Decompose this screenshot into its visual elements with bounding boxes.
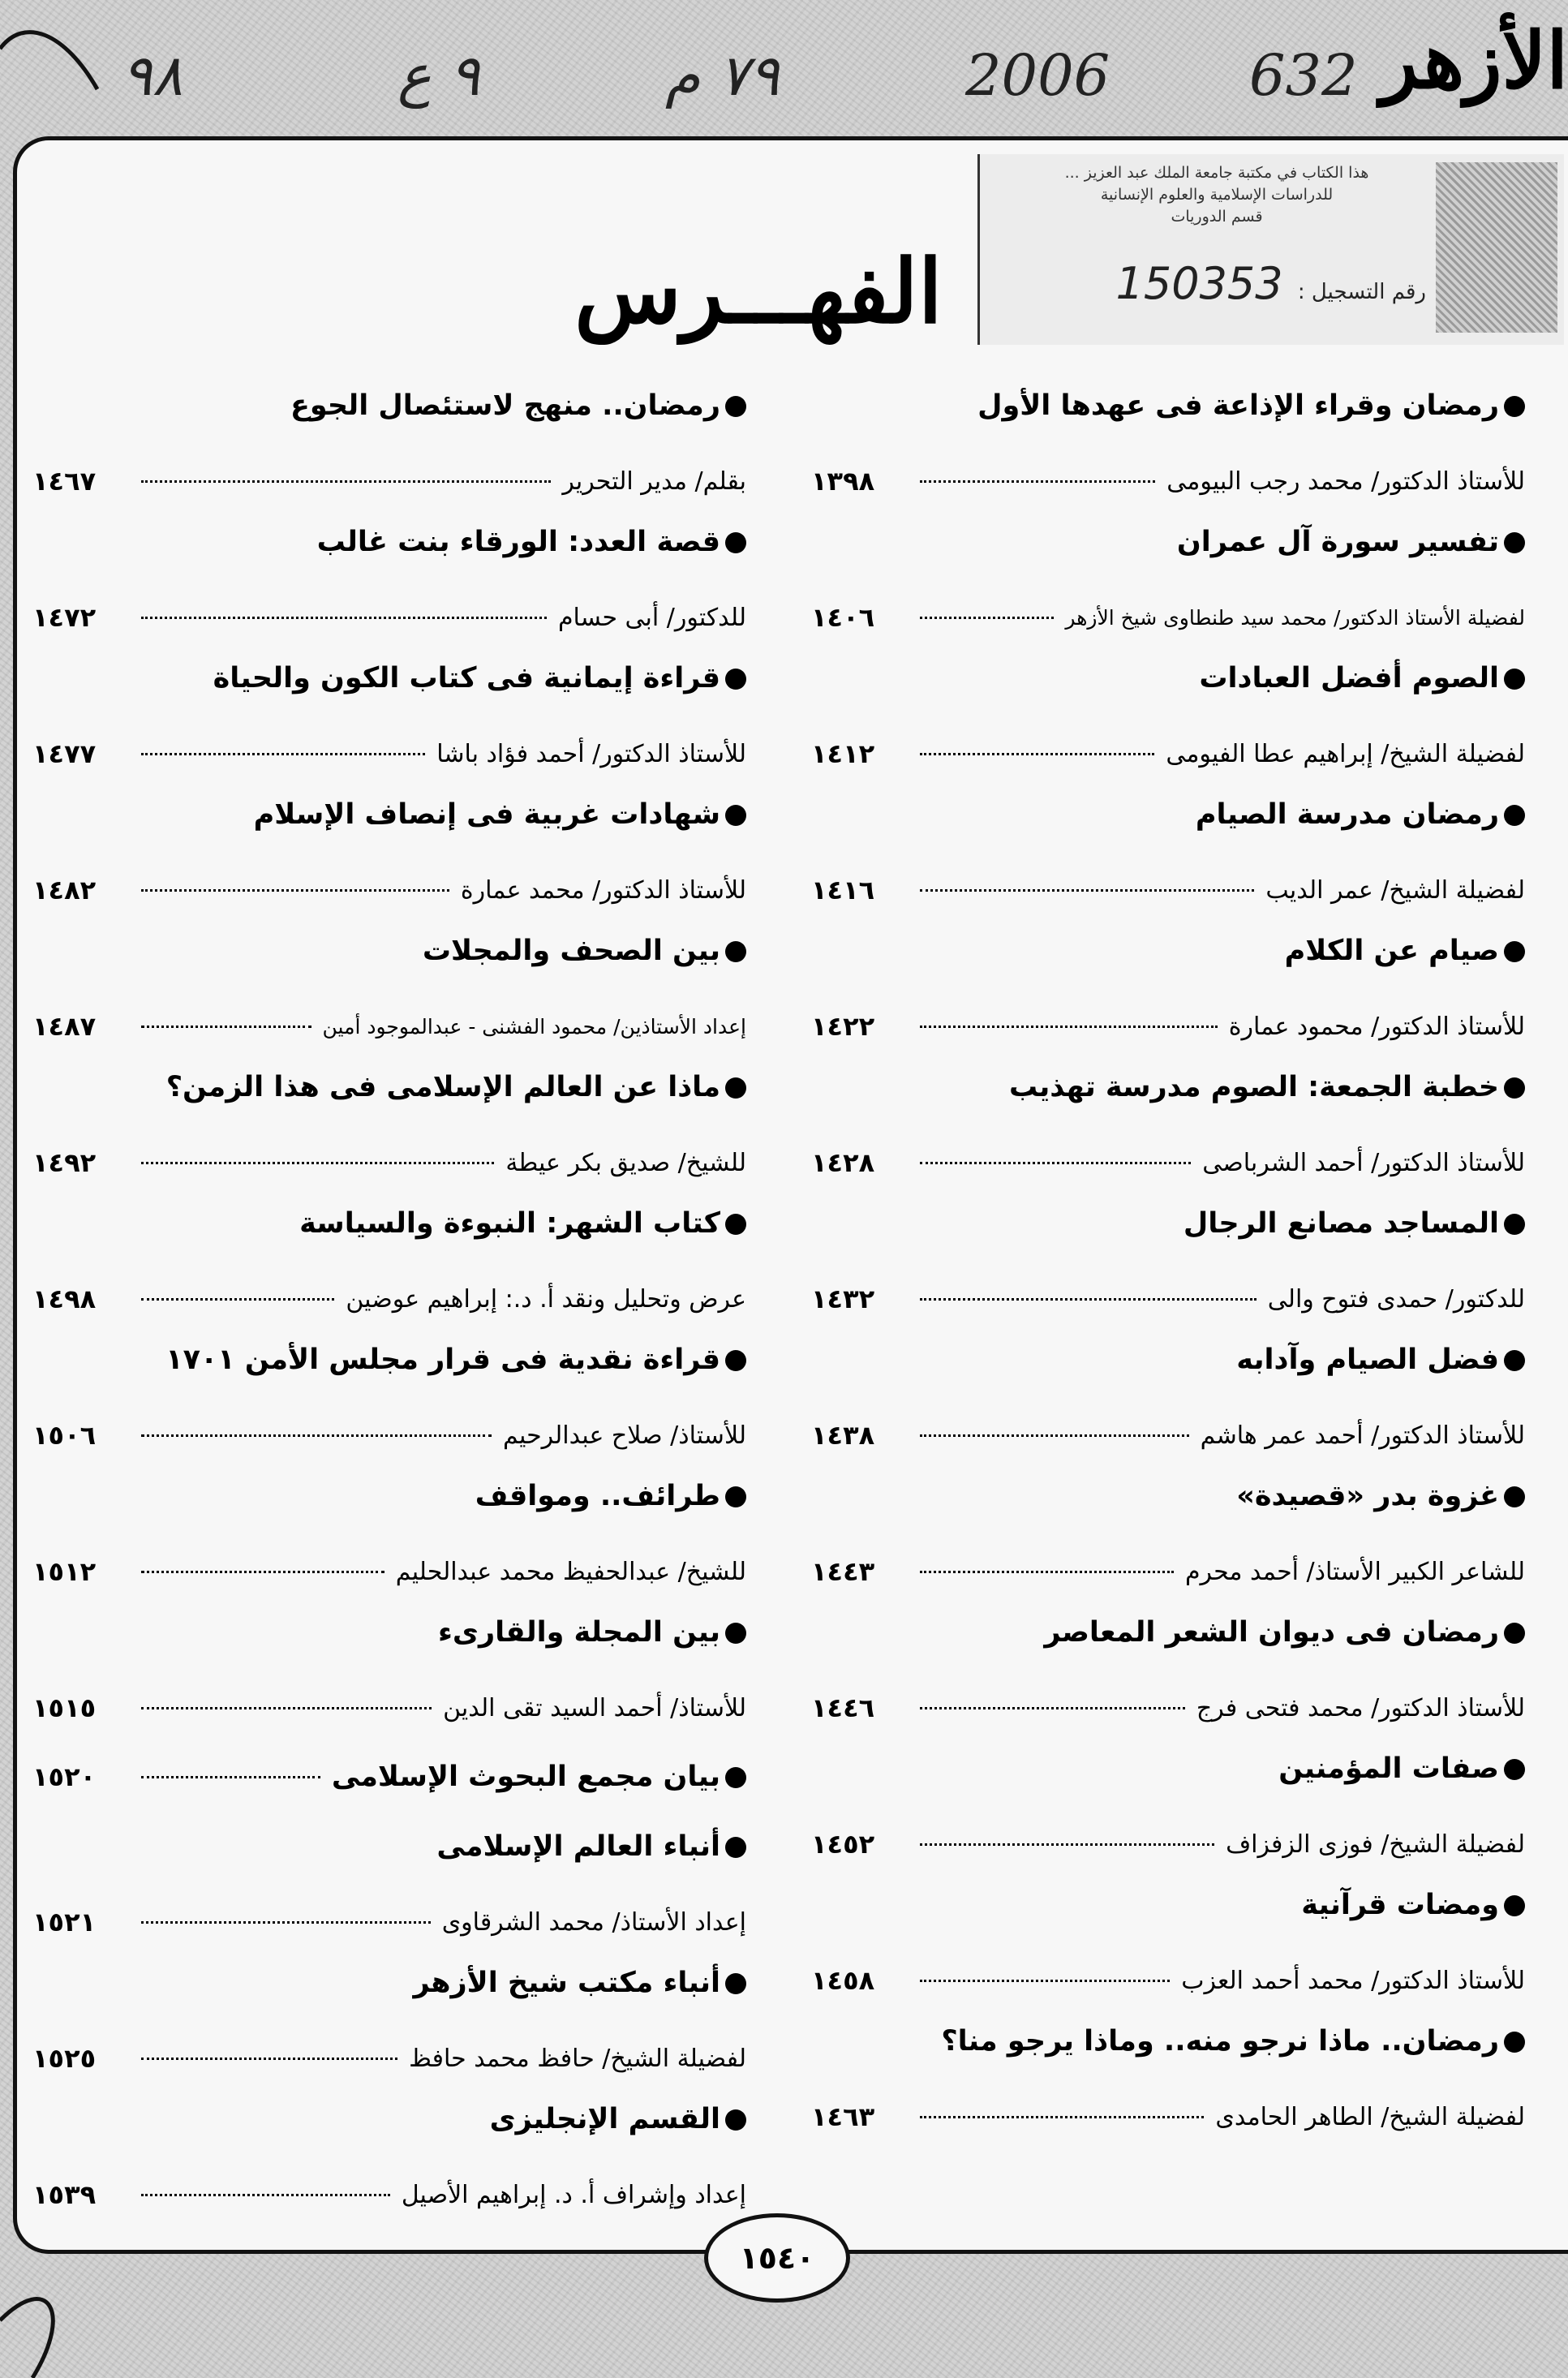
- toc-entry-title-text: رمضان.. ماذا نرجو منه.. وماذا يرجو منا؟: [941, 2025, 1499, 2058]
- handwritten-note: 2006: [965, 42, 1110, 109]
- leader-dots: [141, 1776, 320, 1778]
- toc-entry[interactable]: [811, 518, 1525, 654]
- toc-entry[interactable]: [32, 1744, 746, 1822]
- toc-entry[interactable]: [811, 1744, 1525, 1881]
- toc-entry[interactable]: [811, 2017, 1525, 2153]
- toc-entry-author: للأستاذ الدكتور/ محمد فتحى فرج: [1196, 1693, 1525, 1722]
- toc-entry[interactable]: [32, 1822, 746, 1959]
- toc-entry[interactable]: [811, 1881, 1525, 2017]
- toc-entry-title: [941, 2025, 1525, 2058]
- toc-entry-author: للأستاذ/ أحمد السيد تقى الدين: [443, 1693, 746, 1722]
- bullet-icon: [725, 1077, 746, 1099]
- toc-page-number: ١٤٧٧: [32, 738, 97, 769]
- bullet-icon: [1504, 941, 1525, 962]
- toc-entry-title: [165, 1344, 746, 1376]
- stamp-text: [998, 162, 1436, 228]
- bullet-icon: [725, 396, 746, 417]
- toc-entry[interactable]: [32, 927, 746, 1063]
- toc-page-number: ١٥٢٠: [32, 1761, 97, 1792]
- toc-entry-author: للأستاذ الدكتور/ أحمد الشرباصى: [1202, 1148, 1525, 1177]
- toc-entry-title: [423, 935, 746, 967]
- toc-entry-title-text: أنباء العالم الإسلامى: [436, 1830, 720, 1863]
- toc-entry-author: لفضيلة الشيخ/ فوزى الزفزاف: [1226, 1830, 1525, 1859]
- bullet-icon: [1504, 1623, 1525, 1644]
- handwritten-note: ٩٨: [122, 42, 183, 109]
- stamp-line: هذا الكتاب في مكتبة جامعة الملك عبد العزيز ...: [1064, 164, 1369, 182]
- toc-entry-author: إعداد الأستاذين/ محمود الفشنى - عبدالموجود أمين: [322, 1014, 746, 1038]
- toc-entry-title: [977, 389, 1525, 422]
- toc-entry-title-text: صيام عن الكلام: [1284, 935, 1499, 967]
- stamp-number-label: رقم التسجيل :: [1297, 280, 1426, 304]
- toc-entry-title-text: رمضان وقراء الإذاعة فى عهدها الأول: [977, 389, 1499, 422]
- toc-entry-byline-row: [811, 868, 1525, 912]
- toc-entry-byline-row: [32, 732, 746, 776]
- leader-dots: [920, 1026, 1218, 1028]
- leader-dots: [141, 753, 425, 755]
- toc-entry-byline-row: [32, 459, 746, 503]
- leader-dots: [920, 1843, 1214, 1846]
- toc-entry-title-text: المساجد مصانع الرجال: [1183, 1207, 1499, 1240]
- toc-entry[interactable]: [811, 381, 1525, 518]
- toc-entry-title-text: بيان مجمع البحوث الإسلامى: [331, 1761, 720, 1793]
- toc-entry-title: [1177, 526, 1525, 558]
- bullet-icon: [725, 1837, 746, 1858]
- bullet-icon: [725, 805, 746, 826]
- toc-entry-title-text: صفات المؤمنين: [1278, 1752, 1499, 1785]
- bullet-icon: [1504, 805, 1525, 826]
- toc-entry-title-text: قراءة إيمانية فى كتاب الكون والحياة: [213, 662, 720, 694]
- toc-entry[interactable]: [32, 1472, 746, 1608]
- bullet-icon: [725, 1214, 746, 1235]
- toc-entry-title: [1278, 1752, 1525, 1785]
- toc-entry-author: للدكتور/ حمدى فتوح والى: [1267, 1284, 1525, 1314]
- leader-dots: [141, 617, 547, 619]
- toc-entry-author: إعداد الأستاذ/ محمد الشرقاوى: [441, 1907, 746, 1937]
- handwritten-note: ٩ ع: [397, 42, 480, 109]
- toc-entry-row: [32, 1754, 746, 1800]
- toc-entry-title: [254, 798, 746, 831]
- bullet-icon: [1504, 1214, 1525, 1235]
- toc-page-number: ١٤٣٢: [811, 1284, 875, 1314]
- toc-entry-title: [475, 1480, 746, 1512]
- leader-dots: [141, 1434, 492, 1437]
- toc-entry-author: عرض وتحليل ونقد أ. د.: إبراهيم عوضين: [346, 1284, 746, 1314]
- toc-entry-byline-row: [811, 1959, 1525, 2002]
- toc-entry-title-text: شهادات غربية فى إنصاف الإسلام: [253, 798, 720, 831]
- toc-page-number: ١٤٩٨: [32, 1284, 97, 1314]
- toc-entry-title: [413, 1967, 746, 1999]
- toc-entry-title: [1199, 662, 1525, 694]
- toc-entry-author: إعداد وإشراف أ. د. إبراهيم الأصيل: [401, 2180, 746, 2209]
- toc-entry-title: [438, 1616, 746, 1649]
- bullet-icon: [1504, 1350, 1525, 1371]
- toc-entry-author: للأستاذ الدكتور/ محمد أحمد العزب: [1181, 1966, 1525, 1995]
- toc-entry-author: لفضيلة الشيخ/ إبراهيم عطا الفيومى: [1166, 739, 1525, 768]
- toc-page-number: ١٤٢٨: [811, 1147, 875, 1178]
- toc-page-number: ١٤٧٢: [32, 602, 97, 633]
- toc-entry-byline-row: [32, 1277, 746, 1321]
- toc-page-number: ١٤٢٢: [811, 1011, 875, 1042]
- bullet-icon: [1504, 2032, 1525, 2053]
- toc-page-number: ١٤٠٦: [811, 602, 875, 633]
- leader-dots: [920, 753, 1154, 755]
- toc-entry-author: للأستاذ الدكتور/ محمد عمارة: [460, 875, 746, 905]
- toc-entry-byline-row: [811, 732, 1525, 776]
- toc-page-number: ١٤٩٢: [32, 1147, 97, 1178]
- toc-entry[interactable]: [32, 790, 746, 927]
- handwritten-note: 632: [1249, 42, 1358, 109]
- toc-entry[interactable]: [32, 654, 746, 790]
- toc-entry-byline-row: [811, 459, 1525, 503]
- toc-entry[interactable]: [811, 1608, 1525, 1744]
- stamp-number-value: 150353: [1115, 258, 1283, 309]
- toc-page-number: ١٤٨٧: [32, 1011, 97, 1042]
- stamp-line: قسم الدوريات: [1171, 208, 1263, 226]
- bullet-icon: [725, 532, 746, 553]
- toc-entry[interactable]: [811, 927, 1525, 1063]
- toc-entry-title-text: فضل الصيام وآدابه: [1236, 1344, 1499, 1376]
- toc-page-number: ١٥٠٦: [32, 1420, 97, 1451]
- leader-dots: [920, 1298, 1257, 1301]
- toc-entry[interactable]: [32, 1335, 746, 1472]
- toc-entry-byline-row: [32, 1550, 746, 1593]
- toc-entry[interactable]: [32, 1063, 746, 1199]
- toc-entry-title-text: رمضان فى ديوان الشعر المعاصر: [1044, 1616, 1499, 1649]
- toc-entry-title: [490, 2103, 746, 2135]
- toc-entry[interactable]: [32, 1608, 746, 1744]
- toc-entry-title: [436, 1830, 746, 1863]
- toc-entry-title: [290, 389, 746, 422]
- toc-entry-title-text: ومضات قرآنية: [1301, 1889, 1499, 1921]
- stamp-registration: [1004, 258, 1426, 309]
- toc-page-number: ١٥٢٥: [32, 2043, 97, 2074]
- leader-dots: [141, 480, 551, 483]
- toc-entry-author: للشيخ/ صديق بكر عيطة: [505, 1148, 746, 1177]
- toc-entry-title-text: ماذا عن العالم الإسلامى فى هذا الزمن؟: [165, 1071, 720, 1103]
- toc-page-number: ١٣٩٨: [811, 466, 875, 497]
- bullet-icon: [725, 1350, 746, 1371]
- toc-entry[interactable]: [32, 518, 746, 654]
- toc-page-number: ١٤٤٣: [811, 1556, 875, 1587]
- toc-entry-byline-row: [811, 1686, 1525, 1730]
- leader-dots: [920, 1980, 1170, 1982]
- magazine-logo: الأزهر: [1380, 15, 1568, 106]
- toc-entry-title: [1236, 1480, 1525, 1512]
- toc-entry[interactable]: [811, 1335, 1525, 1472]
- toc-entry[interactable]: [811, 790, 1525, 927]
- toc-entry-author: للأستاذ الدكتور/ أحمد فؤاد باشا: [436, 739, 746, 768]
- leader-dots: [920, 1434, 1189, 1437]
- toc-entry-byline-row: [32, 596, 746, 639]
- bullet-icon: [725, 1486, 746, 1507]
- toc-entry-byline-row: [32, 2173, 746, 2217]
- toc-entry-author: للأستاذ/ صلاح عبدالرحيم: [503, 1421, 746, 1450]
- toc-entry-title-text: بين الصحف والمجلات: [422, 935, 720, 967]
- toc-entry-byline-row: [811, 1141, 1525, 1185]
- toc-entry-title-text: خطبة الجمعة: الصوم مدرسة تهذيب: [1009, 1071, 1499, 1103]
- toc-entry-author: للدكتور/ أبى حسام: [557, 603, 746, 632]
- toc-entry-byline-row: [811, 1413, 1525, 1457]
- leader-dots: [920, 889, 1254, 892]
- toc-entry-byline-row: [32, 1413, 746, 1457]
- toc-entry-title-text: قصة العدد: الورقاء بنت غالب: [316, 526, 720, 558]
- toc-entry-byline-row: [32, 2036, 746, 2080]
- toc-entry-title-text: طرائف.. ومواقف: [475, 1480, 720, 1512]
- leader-dots: [920, 1571, 1174, 1573]
- toc-entry-title: [1285, 935, 1525, 967]
- toc-entry-author: لفضيلة الشيخ/ حافظ محمد حافظ: [409, 2044, 746, 2073]
- leader-dots: [141, 1707, 432, 1709]
- toc-right-column: [811, 381, 1525, 2153]
- toc-entry[interactable]: [811, 654, 1525, 790]
- handwritten-note: ٧٩ م: [665, 42, 780, 109]
- page-title: الفهـــرس: [574, 241, 943, 343]
- leader-dots: [920, 1162, 1191, 1164]
- toc-entry-title: [332, 1761, 746, 1793]
- bullet-icon: [725, 1623, 746, 1644]
- bullet-icon: [725, 941, 746, 962]
- toc-page-number: ١٥١٥: [32, 1692, 97, 1723]
- toc-entry-byline-row: [811, 1550, 1525, 1593]
- toc-entry-title: [317, 526, 746, 558]
- bullet-icon: [1504, 1486, 1525, 1507]
- toc-entry[interactable]: [32, 1959, 746, 2095]
- toc-entry-byline-row: [32, 1004, 746, 1048]
- toc-page-number: ١٤٦٣: [811, 2101, 875, 2132]
- toc-page-number: ١٤٨٢: [32, 875, 97, 905]
- toc-entry-title-text: رمضان مدرسة الصيام: [1195, 798, 1499, 831]
- toc-entry[interactable]: [32, 1199, 746, 1335]
- toc-entry-title-text: الصوم أفضل العبادات: [1199, 662, 1499, 694]
- leader-dots: [141, 1026, 311, 1028]
- bullet-icon: [725, 669, 746, 690]
- bullet-icon: [725, 2109, 746, 2131]
- toc-entry-author: بقلم/ مدير التحرير: [562, 467, 746, 496]
- toc-entry-byline-row: [32, 1141, 746, 1185]
- toc-entry-author: للشيخ/ عبدالحفيظ محمد عبدالحليم: [395, 1557, 746, 1586]
- toc-entry-byline-row: [32, 1900, 746, 1944]
- leader-dots: [141, 889, 449, 892]
- toc-entry-title-text: رمضان.. منهج لاستئصال الجوع: [290, 389, 720, 422]
- leader-dots: [920, 2116, 1204, 2118]
- bullet-icon: [1504, 532, 1525, 553]
- bullet-icon: [1504, 396, 1525, 417]
- bullet-icon: [1504, 1077, 1525, 1099]
- toc-entry-author: لفضيلة الشيخ/ الطاهر الحامدى: [1215, 2102, 1525, 2131]
- toc-page-number: ١٤١٦: [811, 875, 875, 905]
- toc-entry[interactable]: [32, 2095, 746, 2231]
- page-number: ١٥٤٠: [704, 2213, 850, 2303]
- toc-entry-byline-row: [811, 596, 1525, 639]
- toc-entry-title: [166, 1071, 746, 1103]
- toc-entry-title-text: أنباء مكتب شيخ الأزهر: [413, 1967, 720, 1999]
- leader-dots: [141, 2194, 390, 2196]
- toc-entry-title-text: قراءة نقدية فى قرار مجلس الأمن ١٧٠١: [165, 1344, 720, 1376]
- toc-entry-byline-row: [811, 1822, 1525, 1866]
- toc-entry-author: لفضيلة الشيخ/ عمر الديب: [1265, 875, 1525, 905]
- bullet-icon: [1504, 1895, 1525, 1916]
- bullet-icon: [725, 1767, 746, 1788]
- library-stamp: [977, 154, 1564, 345]
- toc-page-number: ١٤٥٢: [811, 1829, 875, 1860]
- toc-left-column: [32, 381, 746, 2231]
- toc-entry-title: [1196, 798, 1525, 831]
- toc-entry[interactable]: [811, 1063, 1525, 1199]
- handwritten-notes: [0, 42, 1568, 131]
- toc-entry-title: [1009, 1071, 1525, 1103]
- stamp-photo: [1436, 162, 1557, 333]
- leader-dots: [920, 617, 1054, 619]
- leader-dots: [141, 2058, 397, 2060]
- toc-entry-byline-row: [811, 1004, 1525, 1048]
- toc-entry-title: [213, 662, 746, 694]
- toc-entry-author: للشاعر الكبير الأستاذ/ أحمد محرم: [1184, 1557, 1525, 1586]
- bullet-icon: [725, 1973, 746, 1994]
- toc-entry-author: للأستاذ الدكتور/ محمود عمارة: [1228, 1012, 1525, 1041]
- leader-dots: [141, 1162, 494, 1164]
- toc-page-number: ١٤١٢: [811, 738, 875, 769]
- toc-entry-title: [1236, 1344, 1525, 1376]
- toc-entry-title: [1044, 1616, 1525, 1649]
- toc-entry-title: [1184, 1207, 1525, 1240]
- toc-page-number: ١٥١٢: [32, 1556, 97, 1587]
- toc-entry-byline-row: [811, 2095, 1525, 2139]
- toc-entry-title-text: القسم الإنجليزى: [489, 2103, 720, 2135]
- toc-entry-title-text: تفسير سورة آل عمران: [1176, 526, 1499, 558]
- toc-page-number: ١٤٥٨: [811, 1965, 875, 1996]
- stamp-line: للدراسات الإسلامية والعلوم الإنسانية: [1100, 186, 1334, 204]
- toc-page-number: ١٥٣٩: [32, 2179, 97, 2210]
- toc-entry-byline-row: [32, 1686, 746, 1730]
- leader-dots: [141, 1921, 431, 1924]
- toc-page-number: ١٥٢١: [32, 1907, 97, 1937]
- bullet-icon: [1504, 669, 1525, 690]
- leader-dots: [920, 1707, 1185, 1709]
- toc-page-number: ١٤٦٧: [32, 466, 97, 497]
- leader-dots: [141, 1571, 384, 1573]
- toc-entry-title-text: بين المجلة والقارىء: [438, 1616, 720, 1649]
- toc-entry-byline-row: [811, 1277, 1525, 1321]
- bullet-icon: [1504, 1759, 1525, 1780]
- toc-entry-author: لفضيلة الأستاذ الدكتور/ محمد سيد طنطاوى شيخ الأزهر: [1065, 605, 1525, 630]
- toc-entry[interactable]: [32, 381, 746, 518]
- toc-entry[interactable]: [811, 1199, 1525, 1335]
- toc-entry-title: [1301, 1889, 1525, 1921]
- toc-entry-title: [299, 1207, 746, 1240]
- toc-page-number: ١٤٤٦: [811, 1692, 875, 1723]
- toc-entry-byline-row: [32, 868, 746, 912]
- leader-dots: [920, 480, 1155, 483]
- toc-entry-author: للأستاذ الدكتور/ محمد رجب البيومى: [1166, 467, 1525, 496]
- toc-entry-title-text: غزوة بدر «قصيدة»: [1236, 1480, 1499, 1512]
- toc-entry[interactable]: [811, 1472, 1525, 1608]
- toc-page-number: ١٤٣٨: [811, 1420, 875, 1451]
- toc-entry-title-text: كتاب الشهر: النبوءة والسياسة: [299, 1207, 720, 1240]
- leader-dots: [141, 1298, 334, 1301]
- toc-entry-author: للأستاذ الدكتور/ أحمد عمر هاشم: [1200, 1421, 1525, 1450]
